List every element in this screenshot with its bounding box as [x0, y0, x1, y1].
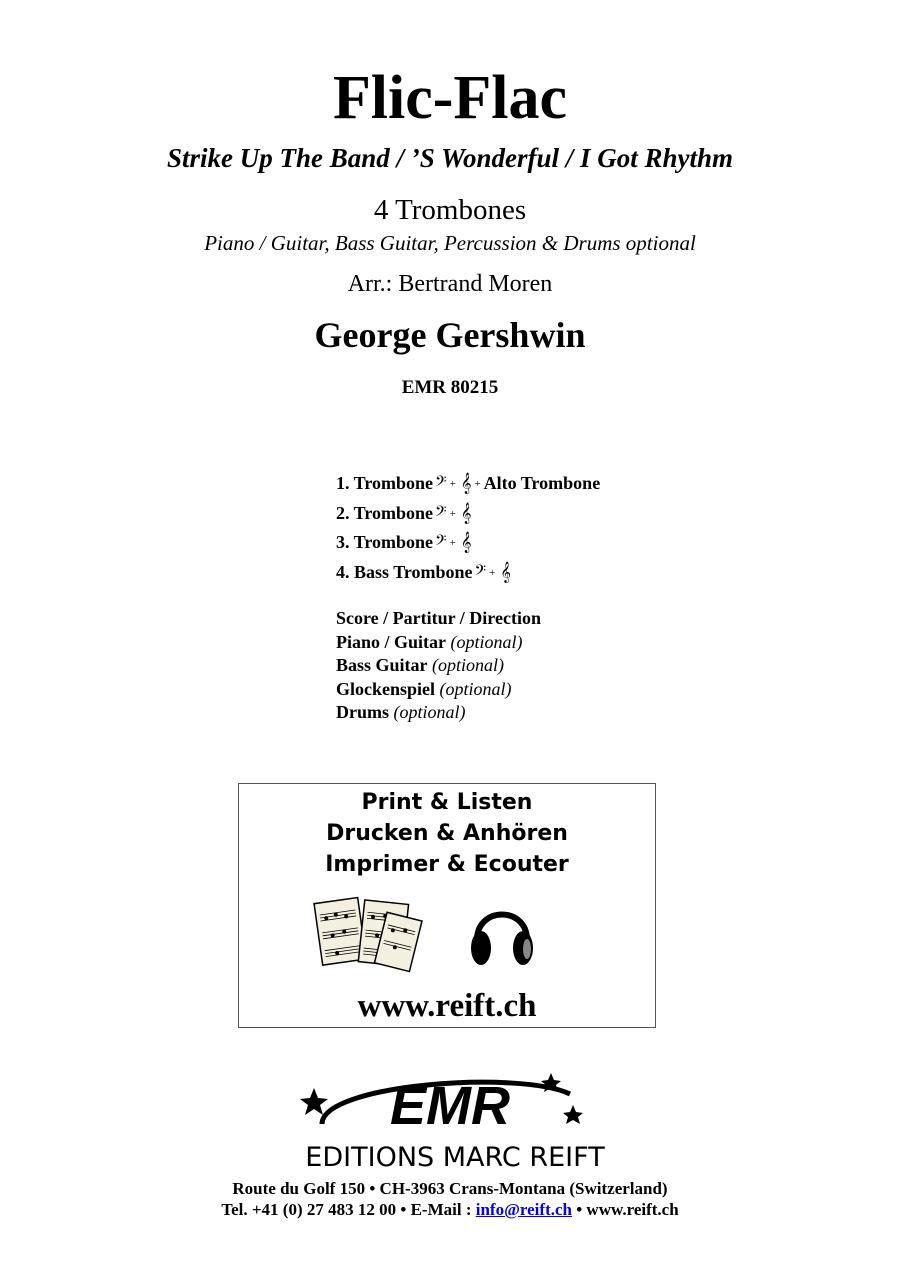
extra-note: (optional): [432, 655, 505, 676]
plus-sign: +: [474, 478, 481, 490]
logo-mark: EMR: [390, 1076, 510, 1136]
catalog-number: EMR 80215: [401, 377, 499, 398]
part-suffix: Alto Trombone: [483, 473, 601, 493]
promo-line-de: Drucken & Anhören: [326, 821, 568, 846]
treble-clef-icon: 𝄞: [460, 532, 472, 552]
part-label: 1. Trombone: [336, 473, 434, 493]
part-item: [336, 470, 600, 500]
page-title: Flic-Flac: [332, 64, 568, 132]
bass-clef-icon: 𝄢: [435, 502, 447, 523]
sheet-music-icon: [313, 892, 423, 977]
bass-clef-icon: 𝄢: [435, 532, 447, 552]
promo-line-fr: Imprimer & Ecouter: [325, 852, 569, 877]
list-item: [336, 678, 541, 702]
plus-sign: +: [449, 478, 456, 490]
headphones-icon: [467, 892, 537, 972]
part-label: 2. Trombone: [336, 502, 434, 523]
extra-name: Bass Guitar: [336, 655, 428, 676]
promo-line-en: Print & Listen: [361, 790, 533, 815]
subtitle: Strike Up The Band / ’S Wonderful / I Got Rhythm: [166, 143, 734, 173]
list-item: [336, 607, 541, 631]
part-item: [336, 500, 600, 530]
extra-name: Drums: [336, 702, 389, 723]
extra-name: Glockenspiel: [336, 678, 436, 699]
publisher-name: EDITIONS MARC REIFT: [305, 1142, 605, 1172]
emr-logo: [230, 1072, 680, 1172]
bass-clef-icon: 𝄢: [435, 473, 447, 493]
parts-list: [336, 470, 600, 588]
extra-note: (optional): [393, 702, 466, 723]
treble-clef-icon: 𝄞: [460, 502, 472, 523]
publisher-address: Route du Golf 150 • CH-3963 Crans-Montana (Switzerland): [232, 1179, 668, 1198]
composer: George Gershwin: [314, 315, 586, 355]
contact-suffix: • www.reift.ch: [571, 1200, 679, 1219]
treble-clef-icon: 𝄞: [500, 561, 511, 582]
treble-clef-icon: 𝄞: [460, 473, 472, 493]
bass-clef-icon: 𝄢: [474, 561, 487, 582]
email-link[interactable]: info@reift.ch: [475, 1200, 572, 1219]
contact-prefix: Tel. +41 (0) 27 483 12 00 • E-Mail :: [221, 1200, 476, 1219]
plus-sign: +: [489, 566, 496, 579]
extra-note: (optional): [450, 631, 523, 652]
publisher-contact: [0, 1199, 900, 1221]
extra-name: Score / Partitur / Direction: [336, 608, 541, 628]
promo-url[interactable]: www.reift.ch: [357, 988, 537, 1024]
extra-note: (optional): [439, 678, 512, 699]
instrumentation: 4 Trombones: [373, 194, 527, 226]
arranger: Arr.: Bertrand Moren: [347, 271, 553, 297]
list-item: [336, 701, 541, 725]
plus-sign: +: [449, 537, 456, 549]
list-item: [336, 631, 541, 655]
list-item: [336, 654, 541, 678]
optional-instruments: Piano / Guitar, Bass Guitar, Percussion & Drums optional: [204, 231, 696, 255]
extras-list: [336, 607, 541, 725]
plus-sign: +: [449, 507, 456, 520]
extra-name: Piano / Guitar: [336, 631, 447, 652]
part-label: 3. Trombone: [336, 532, 434, 552]
part-item: [336, 529, 600, 559]
part-item: [336, 559, 600, 589]
print-listen-box: [238, 783, 656, 1028]
part-label: 4. Bass Trombone: [336, 561, 473, 582]
